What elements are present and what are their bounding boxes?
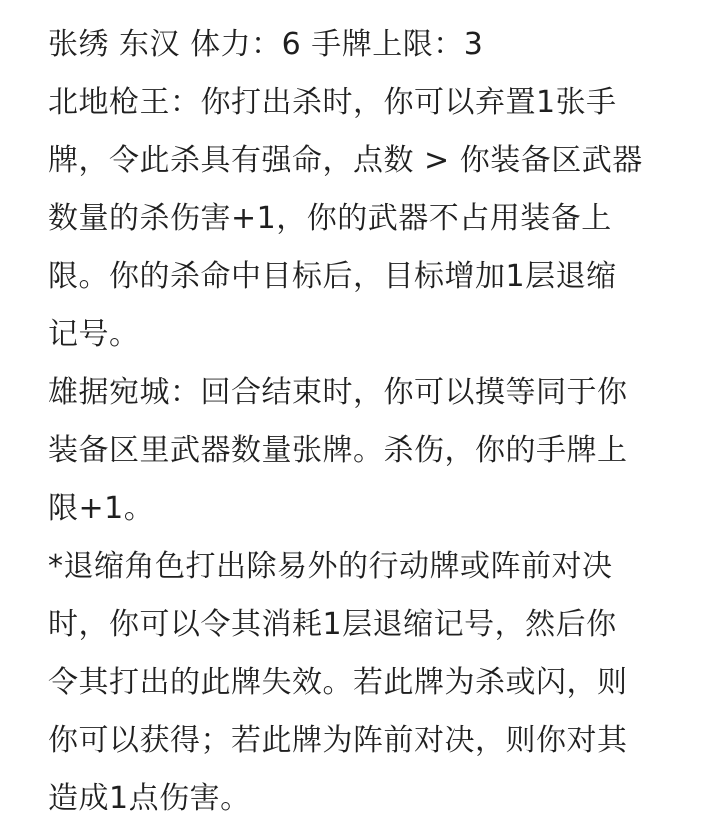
- header-line: 张绣 东汉 体力：6 手牌上限：3: [48, 27, 484, 62]
- note-line-2: 时，你可以令其消耗1层退缩记号，然后你: [48, 607, 617, 642]
- note-line-4: 你可以获得；若此牌为阵前对决，则你对其: [48, 723, 628, 758]
- skill-2-line-1: 雄据宛城：回合结束时，你可以摸等同于你: [48, 375, 628, 410]
- note-line-3: 令其打出的此牌失效。若此牌为杀或闪，则: [48, 665, 628, 700]
- skill-2-line-2: 装备区里武器数量张牌。杀伤，你的手牌上: [48, 433, 628, 468]
- note-line-5: 造成1点伤害。: [48, 781, 251, 816]
- skill-1-line-5: 记号。: [48, 317, 140, 352]
- skill-1-line-2: 牌，令此杀具有强命，点数 > 你装备区武器: [48, 143, 643, 178]
- skill-1-line-4: 限。你的杀命中目标后，目标增加1层退缩: [48, 259, 617, 294]
- skill-2-line-3: 限+1。: [48, 491, 155, 526]
- skill-1-line-3: 数量的杀伤害+1，你的武器不占用装备上: [48, 201, 612, 236]
- skill-1-line-1: 北地枪王：你打出杀时，你可以弃置1张手: [48, 85, 617, 120]
- note-line-1: *退缩角色打出除易外的行动牌或阵前对决: [48, 549, 613, 584]
